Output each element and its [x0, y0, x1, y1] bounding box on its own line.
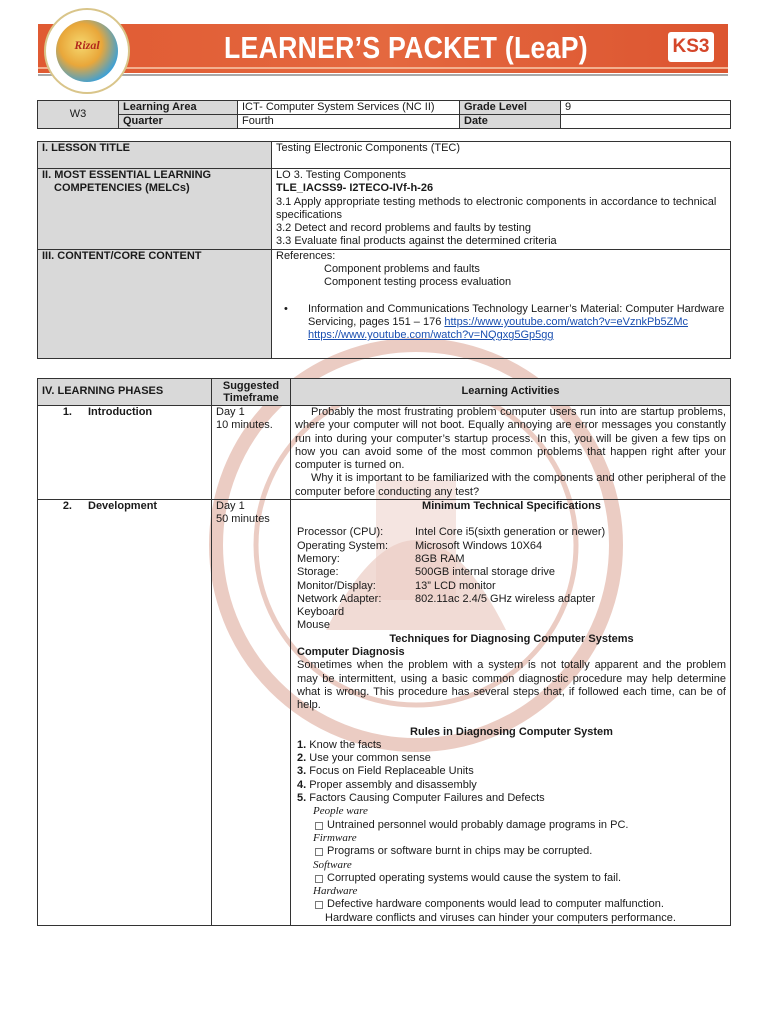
competency-1: 3.1 Apply appropriate testing methods to electronic components in accordance to technical specifications [276, 195, 717, 221]
competency-3: 3.3 Evaluate final products against the determined criteria [276, 235, 557, 248]
phase-number: 2. [62, 500, 72, 513]
header-banner [38, 24, 728, 73]
intro-day: Day 1 [216, 406, 245, 418]
phase-development [38, 500, 212, 926]
factor-text: Corrupted operating systems would cause the system to fail. [327, 871, 622, 884]
rule-number: 4. [297, 778, 307, 791]
content-body [272, 249, 731, 358]
packet-title: LEARNER’S PACKET (LeaP) [224, 30, 588, 65]
quarter-label: Quarter [119, 115, 238, 129]
factor-list [297, 805, 726, 911]
factor-heading: People ware [313, 805, 368, 818]
phase-number: 1. [62, 406, 72, 418]
factor-item [297, 898, 726, 911]
melc-label-line1: II. MOST ESSENTIAL LEARNING [42, 169, 212, 181]
spec-value: Microsoft Windows 10X64 [415, 539, 543, 552]
rule-text: Focus on Field Replaceable Units [309, 765, 474, 778]
spec-value: 500GB internal storage drive [415, 566, 556, 579]
factor-item [297, 872, 726, 885]
checkbox-icon [315, 875, 323, 883]
info-table [37, 100, 731, 129]
reference-1: Component problems and faults [324, 263, 480, 276]
spec-row [297, 540, 726, 553]
checkbox-icon [315, 848, 323, 856]
rule-item [297, 792, 726, 805]
intro-activities [291, 406, 731, 500]
spec-key: Memory: [297, 552, 340, 565]
dev-timeframe [212, 500, 291, 926]
factor-heading: Firmware [313, 831, 357, 844]
spec-title: Minimum Technical Specifications [422, 500, 601, 513]
date-value [561, 115, 731, 129]
checkbox-icon [315, 901, 323, 909]
activities-col-header: Learning Activities [291, 379, 731, 406]
spec-row [297, 566, 726, 579]
factor-text: Untrained personnel would probably damage programs in PC. [327, 818, 629, 831]
melc-label [38, 169, 272, 250]
diagnosis-title: Computer Diagnosis [297, 646, 405, 659]
rule-text: Know the facts [309, 738, 382, 751]
rule-text: Use your common sense [309, 752, 431, 765]
factor-text: Programs or software burnt in chips may be corrupted. [327, 845, 593, 858]
intro-paragraph: Probably the most frustrating problem computer users run into are startup problems, where your computer will not boot. Equally annoying are error messages you constantly run into during your computer’s startup process. In this, you will be given a few tips on how you can avoid some of the most common problems that happen right after your computer is turned on. [295, 406, 726, 472]
learning-area-label: Learning Area [119, 101, 238, 115]
banner-stripe [38, 67, 728, 69]
dev-day: Day 1 [216, 500, 245, 513]
spec-list [297, 526, 726, 606]
spec-key: Storage: [297, 566, 339, 579]
factor-item [297, 845, 726, 858]
references-heading: References: [276, 249, 336, 262]
factor-heading: Software [313, 858, 352, 871]
factor-item [297, 819, 726, 832]
content-label: III. CONTENT/CORE CONTENT [38, 249, 272, 358]
competency-code: TLE_IACSS9- I2TECO-IVf-h-26 [276, 182, 434, 195]
rule-item [297, 739, 726, 752]
factor-text: Defective hardware components would lead to computer malfunction. [327, 898, 664, 911]
dev-minutes: 50 minutes [216, 513, 270, 526]
rule-text: Proper assembly and disassembly [309, 778, 477, 791]
grade-level-value: 9 [561, 101, 731, 115]
rule-number: 3. [297, 765, 307, 778]
phase-label: Development [88, 500, 158, 513]
material-bullet [276, 303, 726, 343]
rule-number: 5. [297, 792, 307, 805]
spec-key: Processor (CPU): [297, 526, 384, 539]
lo-line: LO 3. Testing Components [276, 169, 407, 181]
phases-col-header: IV. LEARNING PHASES [38, 379, 212, 406]
rules-title: Rules in Diagnosing Computer System [410, 725, 613, 738]
timeframe-col-header: Suggested Timeframe [212, 379, 291, 406]
reference-2: Component testing process evaluation [324, 276, 512, 289]
spec-mouse: Mouse [297, 619, 331, 632]
checkbox-icon [315, 822, 323, 830]
rule-item [297, 765, 726, 778]
spec-value: 8GB RAM [415, 552, 465, 565]
spec-key: Monitor/Display: [297, 579, 376, 592]
spec-value: 802.11ac 2.4/5 GHz wireless adapter [415, 592, 596, 605]
competency-2: 3.2 Detect and record problems and faults by testing [276, 222, 531, 235]
date-label: Date [460, 115, 561, 129]
intro-question: Why it is important to be familiarized with the components and other peripheral of the computer before conducting any test? [295, 472, 726, 498]
spec-row [297, 526, 726, 539]
rule-number: 2. [297, 752, 307, 765]
dev-activities [291, 500, 731, 926]
diagnosis-text: Sometimes when the problem with a system is not totally apparent and the problem may be intermittent, using a basic common diagnostic procedure may help determine what is wrong. This procedure has several steps that, if followed each time, can be of help. [297, 659, 726, 712]
phase-introduction [38, 406, 212, 500]
spec-value: 13” LCD monitor [415, 579, 496, 592]
key-stage-badge: KS3 [668, 32, 714, 62]
lesson-title-label: I. LESSON TITLE [38, 142, 272, 169]
spec-row [297, 580, 726, 593]
rule-text: Factors Causing Computer Failures and Defects [309, 792, 545, 805]
material-source: Information and Communications Technology Learner’s Material: Computer Hardware Servicing, pages 151 – 176 [308, 302, 725, 328]
spec-keyboard: Keyboard [297, 606, 345, 619]
intro-minutes: 10 minutes. [216, 419, 273, 432]
grade-level-label: Grade Level [460, 101, 561, 115]
rule-item [297, 779, 726, 792]
division-logo [44, 8, 130, 94]
phase-label: Introduction [88, 406, 153, 418]
intro-timeframe [212, 406, 291, 500]
bullet-icon: • [284, 302, 288, 315]
spec-row [297, 553, 726, 566]
youtube-link-2[interactable]: https://www.youtube.com/watch?v=NQgxg5Gp5gg [308, 329, 554, 342]
factor-heading: Hardware [313, 885, 358, 898]
spec-row [297, 593, 726, 606]
youtube-link-1[interactable]: https://www.youtube.com/watch?v=eVznkPb5ZMc [444, 315, 689, 328]
melc-label-line2: COMPETENCIES (MELCs) [54, 182, 190, 195]
spec-value: Intel Core i5(sixth generation or newer) [415, 526, 606, 539]
material-text [308, 303, 726, 343]
spec-key: Network Adapter: [297, 592, 382, 605]
rule-number: 1. [297, 738, 307, 751]
hardware-conflicts-line: Hardware conflicts and viruses can hinder your computers performance. [325, 911, 676, 924]
rules-list [297, 739, 726, 805]
learning-phases-table [37, 378, 731, 926]
techniques-title: Techniques for Diagnosing Computer Systems [389, 632, 634, 645]
spec-key: Operating System: [297, 539, 389, 552]
logo-text: Rizal [74, 38, 100, 52]
quarter-value: Fourth [238, 115, 460, 129]
lesson-table [37, 141, 731, 359]
rule-item [297, 752, 726, 765]
banner-underline [38, 74, 728, 76]
week-cell: W3 [38, 101, 119, 129]
lesson-title-value: Testing Electronic Components (TEC) [272, 142, 731, 169]
learning-area-value: ICT- Computer System Services (NC II) [238, 101, 460, 115]
melc-content [272, 169, 731, 250]
